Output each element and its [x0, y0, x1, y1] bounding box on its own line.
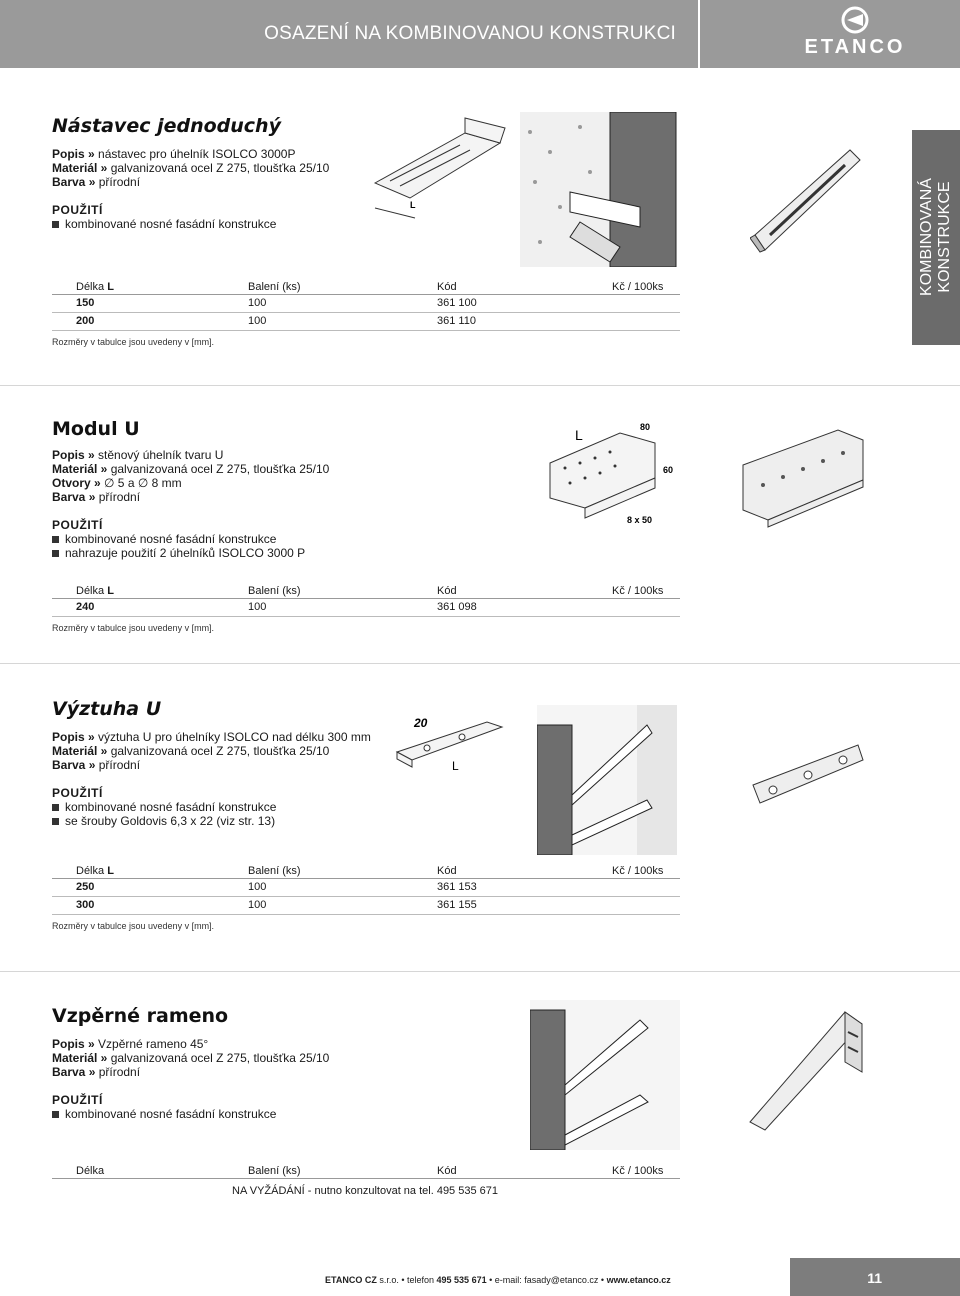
spec-barva: Barva » přírodní — [52, 1065, 141, 1079]
col-kod: Kód — [437, 1165, 457, 1177]
col-delka: Délka — [76, 1165, 105, 1177]
col-price: Kč / 100ks — [612, 1165, 664, 1177]
svg-text:8 x 50: 8 x 50 — [627, 515, 653, 525]
footer-phone: 495 535 671 — [436, 1275, 487, 1285]
cell-pack: 100 — [248, 315, 267, 327]
spec-popis: Popis » nástavec pro úhelník ISOLCO 3000P — [52, 147, 296, 161]
cell-code: 361 155 — [437, 899, 477, 911]
page-number-box — [790, 1258, 960, 1296]
table-row — [52, 1179, 680, 1197]
col-baleni: Balení (ks) — [248, 585, 301, 597]
bullet-square-icon — [52, 221, 59, 228]
bullet-square-icon — [52, 1111, 59, 1118]
table-row — [52, 879, 680, 897]
cell-length: 300 — [76, 899, 95, 911]
section-divider — [0, 385, 960, 386]
use-heading: POUŽITÍ — [52, 518, 103, 532]
use-heading: POUŽITÍ — [52, 1093, 103, 1107]
col-delka: Délka L — [76, 865, 114, 877]
cell-pack: 100 — [248, 297, 267, 309]
dimension-note: Rozměry v tabulce jsou uvedeny v [mm]. — [52, 337, 215, 347]
category-side-tab — [912, 130, 960, 345]
spec-popis: Popis » výztuha U pro úhelníky ISOLCO nad délku 300 mm — [52, 730, 371, 744]
side-tab-label — [918, 178, 954, 296]
section-vzperne-rameno — [52, 1005, 329, 1121]
use-item: kombinované nosné fasádní konstrukce — [52, 217, 329, 231]
dimension-note: Rozměry v tabulce jsou uvedeny v [mm]. — [52, 921, 215, 931]
section-nastavec — [52, 115, 329, 231]
table-row — [52, 897, 680, 915]
footer-email: • e-mail: fasady@etanco.cz • — [486, 1275, 607, 1285]
section-title: Modul U — [52, 418, 140, 440]
on-request-note: NA VYŽÁDÁNÍ - nutno konzultovat na tel. 495 535 671 — [232, 1185, 498, 1197]
section-title: Výztuha U — [52, 698, 162, 720]
cell-length: 240 — [76, 601, 95, 613]
col-delka: Délka L — [76, 281, 114, 293]
table-nastavec — [52, 279, 680, 331]
header-divider — [698, 0, 700, 68]
bullet-square-icon — [52, 804, 59, 811]
col-price: Kč / 100ks — [612, 281, 664, 293]
spec-barva: Barva » přírodní — [52, 490, 141, 504]
bullet-square-icon — [52, 550, 59, 557]
table-row — [52, 599, 680, 617]
svg-text:80: 80 — [640, 422, 651, 432]
section-divider — [0, 971, 960, 972]
spec-material: Materiál » galvanizovaná ocel Z 275, tloušťka 25/10 — [52, 161, 330, 175]
logo-text: ETANCO — [804, 36, 906, 58]
use-item: se šrouby Goldovis 6,3 x 22 (viz str. 13) — [52, 814, 371, 828]
etanco-logo — [790, 6, 920, 62]
cell-code: 361 098 — [437, 601, 477, 613]
spec-barva: Barva » přírodní — [52, 175, 141, 189]
spec-material: Materiál » galvanizovaná ocel Z 275, tloušťka 25/10 — [52, 744, 330, 758]
col-kod: Kód — [437, 281, 457, 293]
dimension-note: Rozměry v tabulce jsou uvedeny v [mm]. — [52, 623, 215, 633]
use-item: kombinované nosné fasádní konstrukce — [52, 800, 371, 814]
bullet-square-icon — [52, 536, 59, 543]
cell-code: 361 110 — [437, 315, 476, 327]
use-item: kombinované nosné fasádní konstrukce — [52, 1107, 329, 1121]
svg-text:60: 60 — [663, 465, 674, 475]
section-title: Vzpěrné rameno — [52, 1005, 229, 1027]
svg-text:L: L — [452, 759, 459, 773]
table-header — [52, 1163, 680, 1179]
use-heading: POUŽITÍ — [52, 203, 103, 217]
section-vyztuha-u — [52, 698, 371, 828]
svg-text:20: 20 — [414, 716, 428, 730]
spec-barva: Barva » přírodní — [52, 758, 141, 772]
col-baleni: Balení (ks) — [248, 281, 301, 293]
spec-material: Materiál » galvanizovaná ocel Z 275, tloušťka 25/10 — [52, 1051, 330, 1065]
nastavec-photo-drawing — [520, 112, 680, 267]
table-row — [52, 313, 680, 331]
footer-company: ETANCO CZ — [325, 1275, 377, 1285]
spec-material: Materiál » galvanizovaná ocel Z 275, tloušťka 25/10 — [52, 462, 330, 476]
vzperne-3d-drawing — [740, 1002, 865, 1132]
table-header — [52, 279, 680, 295]
use-item: nahrazuje použití 2 úhelníků ISOLCO 3000 P — [52, 546, 329, 560]
page-number: 11 — [867, 1270, 882, 1286]
nastavec-drawing — [370, 113, 510, 223]
use-item: kombinované nosné fasádní konstrukce — [52, 532, 329, 546]
cell-length: 150 — [76, 297, 95, 309]
col-baleni: Balení (ks) — [248, 865, 301, 877]
spec-popis: Popis » Vzpěrné rameno 45° — [52, 1037, 209, 1051]
cell-length: 200 — [76, 315, 95, 327]
col-delka: Délka L — [76, 585, 114, 597]
cell-code: 361 153 — [437, 881, 477, 893]
svg-text:L: L — [410, 200, 416, 210]
cell-code: 361 100 — [437, 297, 477, 309]
logo-emblem-icon — [790, 6, 920, 36]
bullet-square-icon — [52, 818, 59, 825]
side-tab-line1: KOMBINOVANÁ — [918, 178, 935, 296]
modul-u-3d-drawing — [738, 425, 868, 535]
spec-popis: Popis » stěnový úhelník tvaru U — [52, 448, 224, 462]
table-header — [52, 583, 680, 599]
spec-otvory: Otvory » ∅ 5 a ∅ 8 mm — [52, 476, 182, 490]
header-title-area — [0, 0, 698, 68]
col-price: Kč / 100ks — [612, 585, 664, 597]
section-divider — [0, 663, 960, 664]
table-vzperne-rameno — [52, 1163, 680, 1197]
table-modul-u — [52, 583, 680, 617]
use-heading: POUŽITÍ — [52, 786, 103, 800]
col-kod: Kód — [437, 865, 457, 877]
table-row — [52, 295, 680, 313]
footer-web: www.etanco.cz — [606, 1275, 671, 1285]
svg-text:L: L — [575, 427, 583, 443]
col-price: Kč / 100ks — [612, 865, 664, 877]
modul-u-drawing — [545, 418, 680, 533]
page-title: OSAZENÍ NA KOMBINOVANOU KONSTRUKCI — [264, 23, 676, 44]
nastavec-3d-drawing — [750, 140, 865, 255]
cell-pack: 100 — [248, 881, 267, 893]
vyztuha-drawing — [392, 712, 507, 777]
cell-length: 250 — [76, 881, 95, 893]
col-kod: Kód — [437, 585, 457, 597]
table-header — [52, 863, 680, 879]
cell-pack: 100 — [248, 899, 267, 911]
col-baleni: Balení (ks) — [248, 1165, 301, 1177]
table-vyztuha-u — [52, 863, 680, 915]
cell-pack: 100 — [248, 601, 267, 613]
vyztuha-3d-drawing — [748, 735, 868, 815]
vyztuha-photo-drawing — [537, 705, 677, 855]
side-tab-line2: KONSTRUKCE — [936, 181, 953, 293]
page-header — [0, 0, 960, 68]
section-modul-u — [52, 418, 329, 560]
section-title: Nástavec jednoduchý — [52, 115, 281, 137]
footer-contact: ETANCO CZ s.r.o. • telefon 495 535 671 • e-mail: fasady@etanco.cz • www.etanco.cz — [325, 1275, 671, 1285]
vzperne-photo-drawing — [530, 1000, 680, 1150]
